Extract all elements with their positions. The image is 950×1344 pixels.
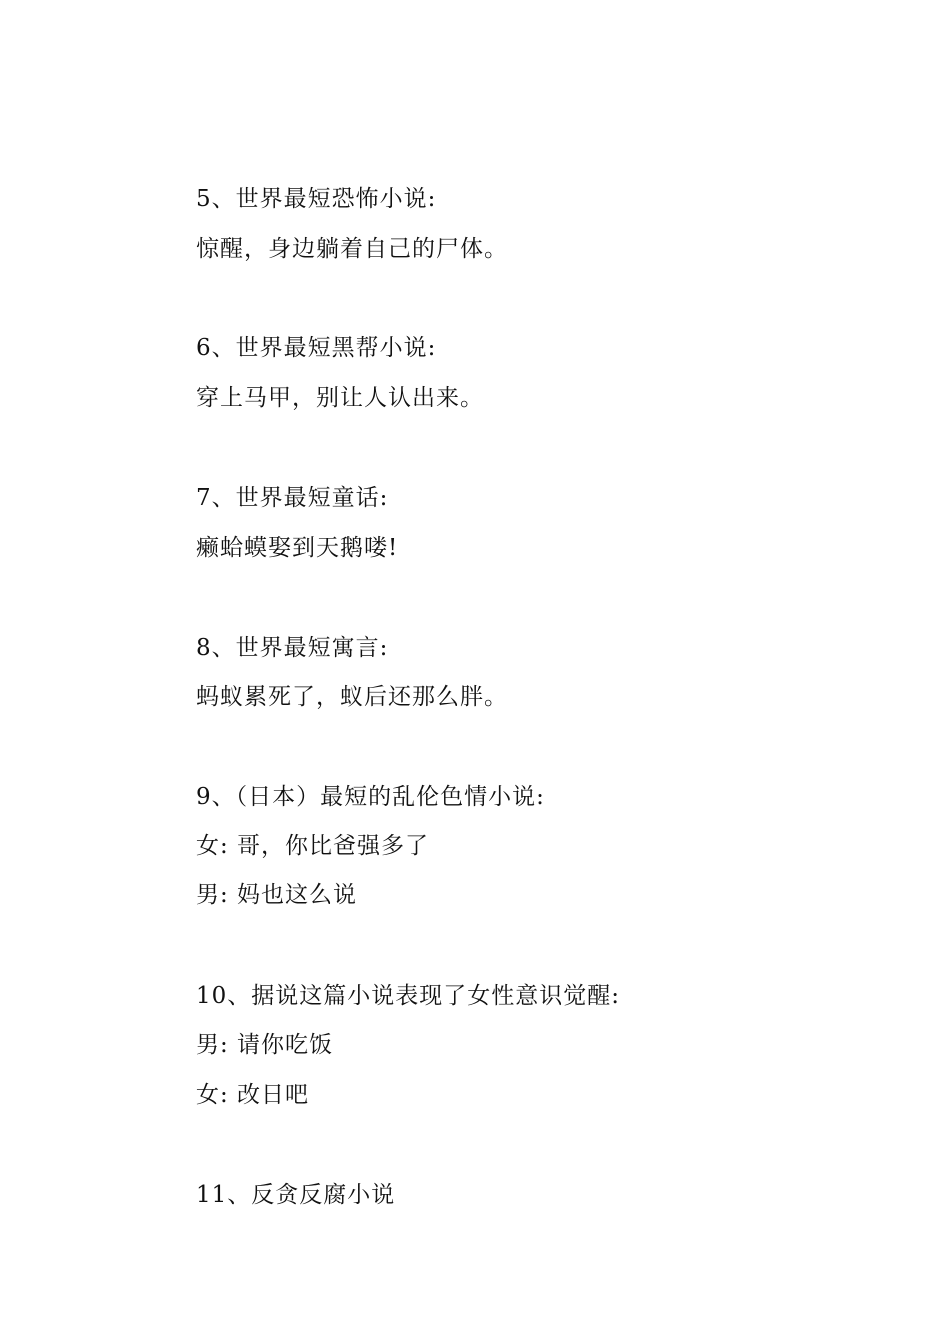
section-heading-7: 7、世界最短童话: [196,485,389,511]
section-text-5-line-1: 惊醒，身边躺着自己的尸体。 [196,236,508,262]
section-heading-8: 8、世界最短寓言: [196,635,389,661]
section-text-7-line-1: 癞蛤蟆娶到天鹅喽! [196,535,399,561]
section-heading-5: 5、世界最短恐怖小说: [196,186,437,212]
section-text-10-line-1: 男: 请你吃饭 [196,1032,334,1058]
section-text-9-line-2: 男: 妈也这么说 [196,882,358,908]
section-heading-6: 6、世界最短黑帮小说: [196,335,437,361]
section-text-9-line-1: 女: 哥，你比爸强多了 [196,833,430,859]
section-text-6-line-1: 穿上马甲，别让人认出来。 [196,385,484,411]
section-heading-10: 10、据说这篇小说表现了女性意识觉醒: [196,983,621,1009]
section-heading-9: 9、（日本）最短的乱伦色情小说: [196,784,545,810]
section-text-8-line-1: 蚂蚁累死了，蚁后还那么胖。 [196,684,508,710]
section-heading-11: 11、反贪反腐小说 [196,1182,396,1208]
section-text-10-line-2: 女: 改日吧 [196,1082,310,1108]
